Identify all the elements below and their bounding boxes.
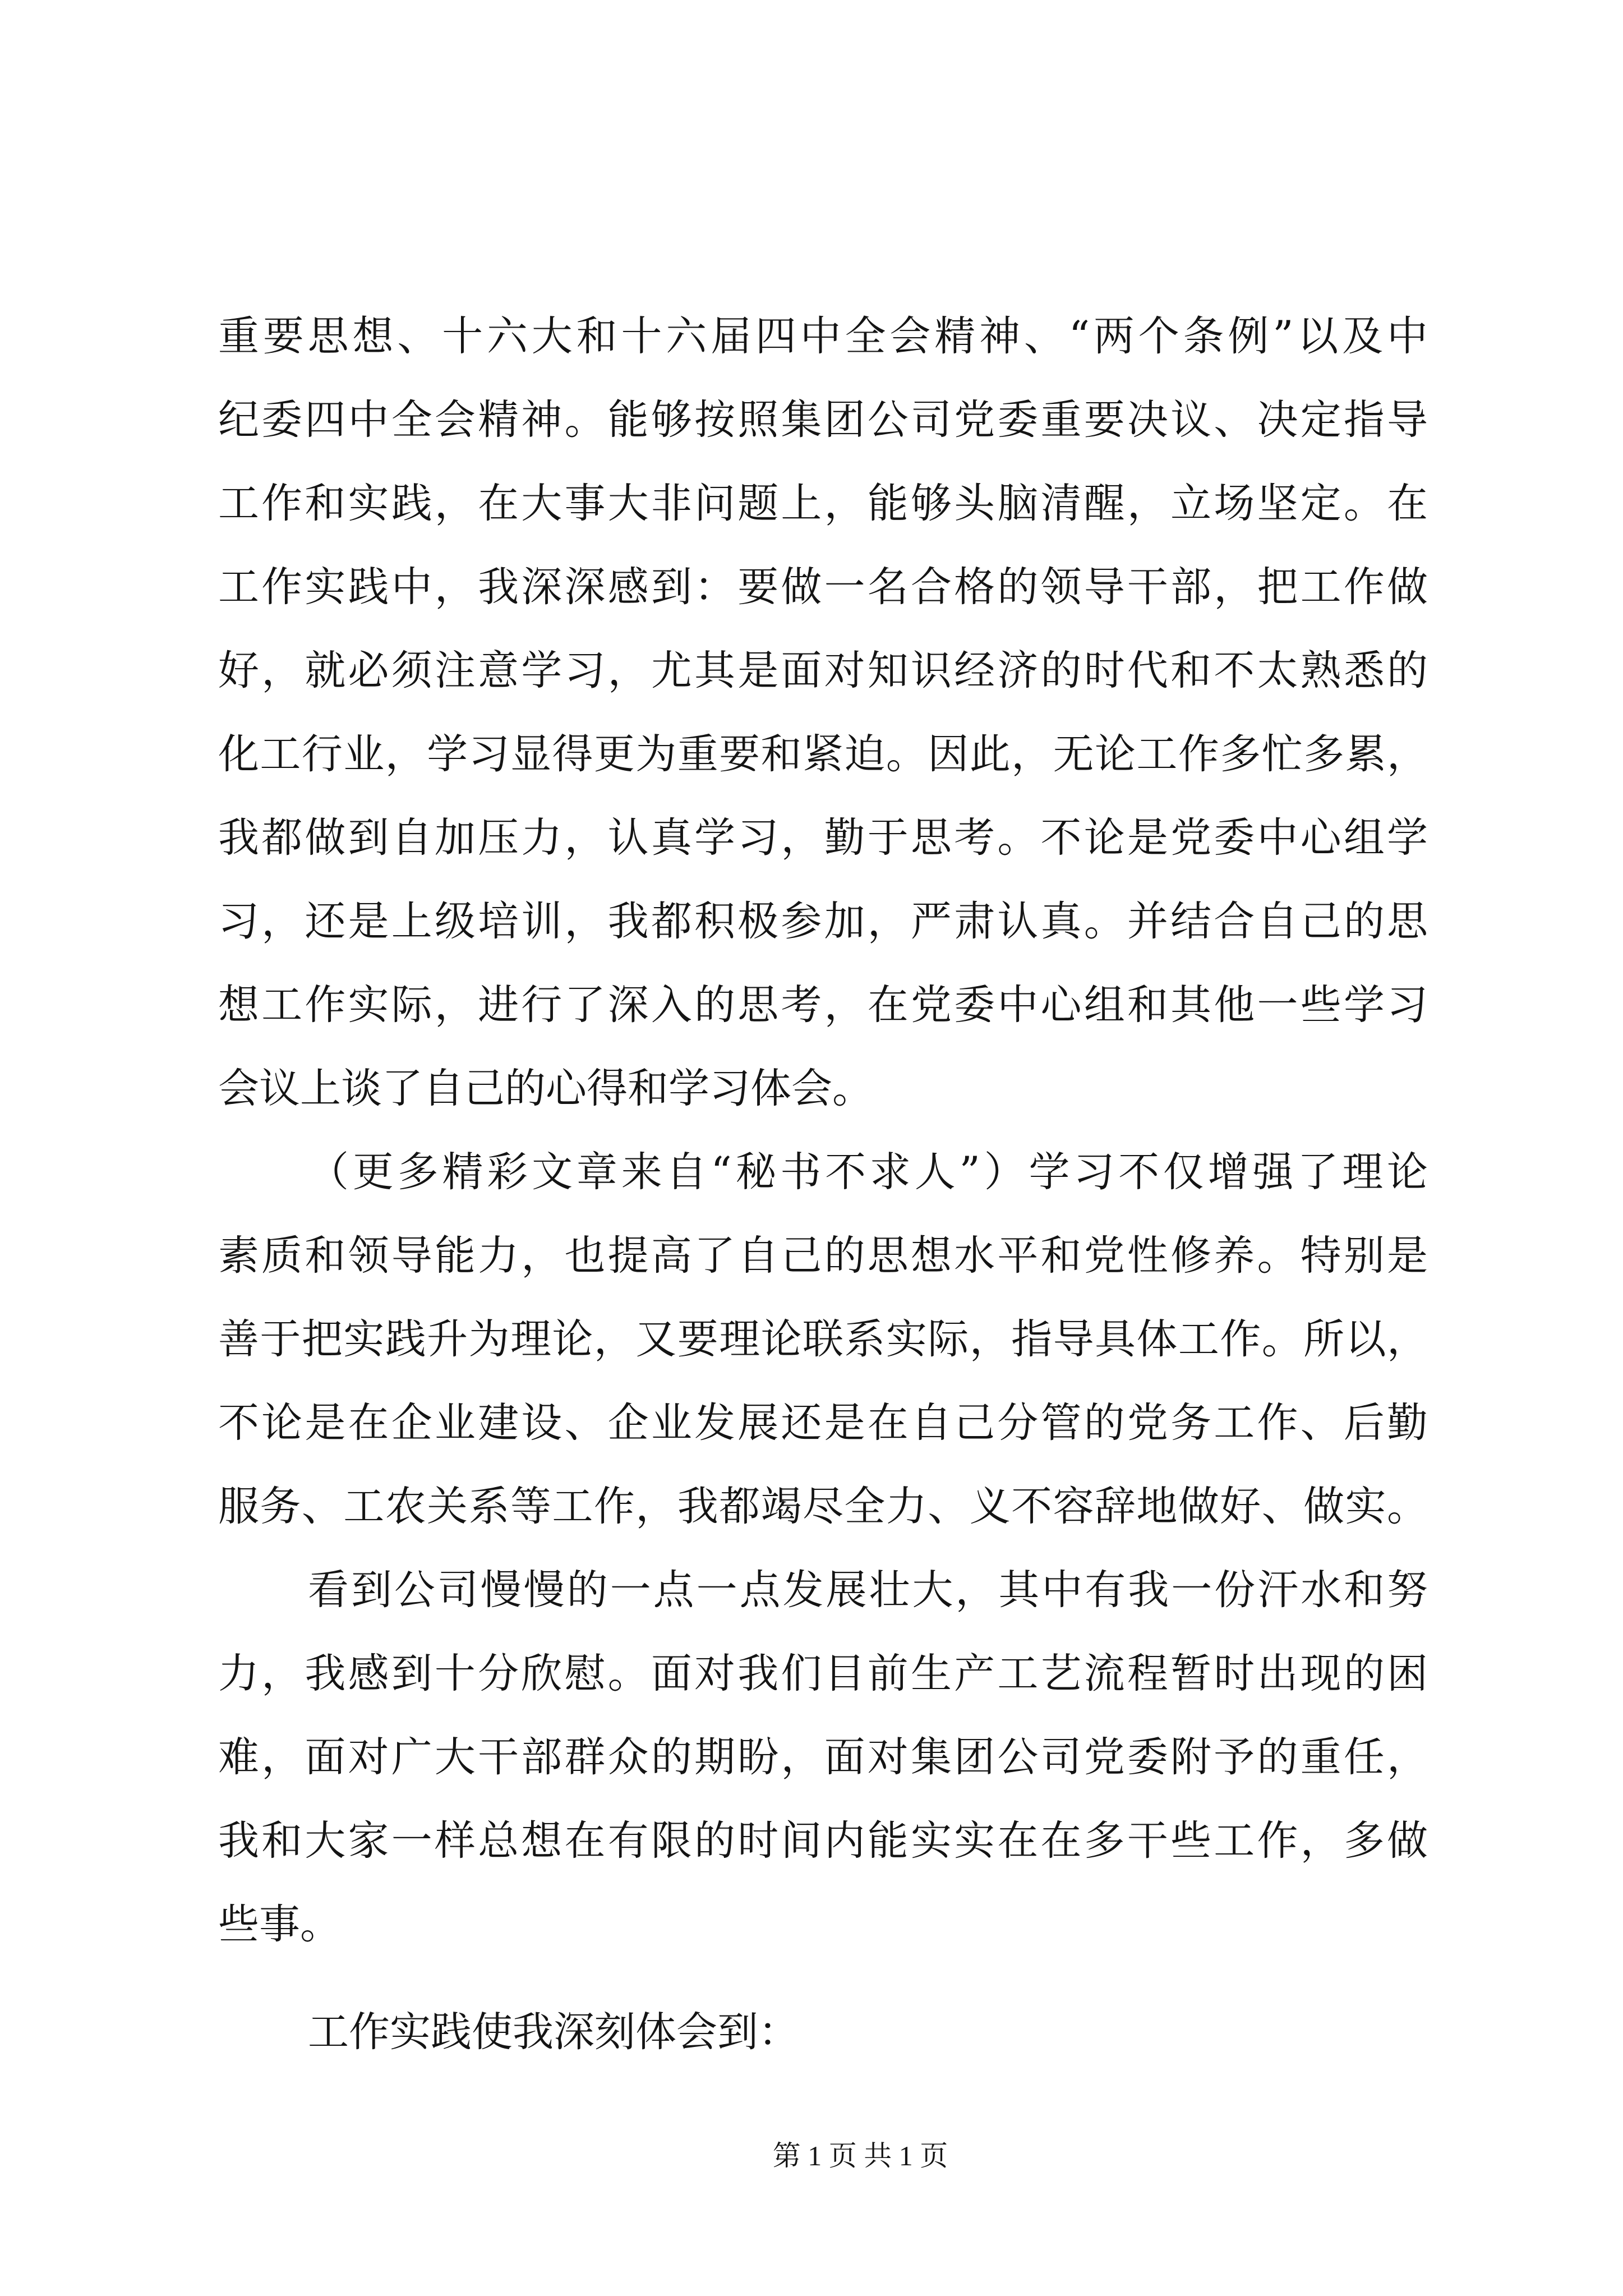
text-line: 我和大家一样总想在有限的时间内能实实在在多干些工作，多做 [218,1817,1428,1865]
text-line: 看到公司慢慢的一点一点发展壮大，其中有我一份汗水和努 [308,1566,1428,1614]
text-line: 善于把实践升为理论，又要理论联系实际，指导具体工作。所以， [218,1315,1428,1363]
text-line: 我都做到自加压力，认真学习，勤于思考。不论是党委中心组学 [218,814,1428,862]
text-line: 服务、工农关系等工作，我都竭尽全力、义不容辞地做好、做实。 [218,1483,1428,1530]
text-line: 工作实践中，我深深感到：要做一名合格的领导干部，把工作做 [218,563,1428,611]
paragraph-3 [218,1548,1428,1966]
paragraph-1 [218,295,1428,1130]
text-line: 工作实践使我深刻体会到： [308,2008,799,2056]
paragraph-2 [218,1130,1428,1548]
document-body [218,295,1428,2074]
text-line: 习，还是上级培训，我都积极参加，严肃认真。并结合自己的思 [218,898,1428,945]
text-line: 纪委四中全会精神。能够按照集团公司党委重要决议、决定指导 [218,396,1428,444]
text-line: 会议上谈了自己的心得和学习体会。 [218,1065,873,1112]
page-footer: 第 1 页 共 1 页 [772,2140,948,2171]
text-line: 不论是在企业建设、企业发展还是在自己分管的党务工作、后勤 [218,1399,1428,1447]
paragraph-4 [218,1990,1428,2074]
text-line: 好，就必须注意学习，尤其是面对知识经济的时代和不太熟悉的 [218,647,1428,694]
text-line: 难，面对广大干部群众的期盼，面对集团公司党委附予的重任， [218,1733,1428,1781]
text-line: 工作和实践，在大事大非问题上，能够头脑清醒，立场坚定。在 [218,480,1428,527]
text-line: 素质和领导能力，也提高了自己的思想水平和党性修养。特别是 [218,1232,1428,1280]
text-line: 重要思想、十六大和十六届四中全会精神、“两个条例”以及中 [218,312,1428,360]
text-line: 些事。 [218,1901,341,1948]
text-line: （更多精彩文章来自“秘书不求人”）学习不仅增强了理论 [308,1148,1428,1196]
text-line: 力，我感到十分欣慰。面对我们目前生产工艺流程暂时出现的困 [218,1650,1428,1697]
text-line: 想工作实际，进行了深入的思考，在党委中心组和其他一些学习 [218,981,1428,1029]
text-line: 化工行业，学习显得更为重要和紧迫。因此，无论工作多忙多累， [218,730,1428,778]
